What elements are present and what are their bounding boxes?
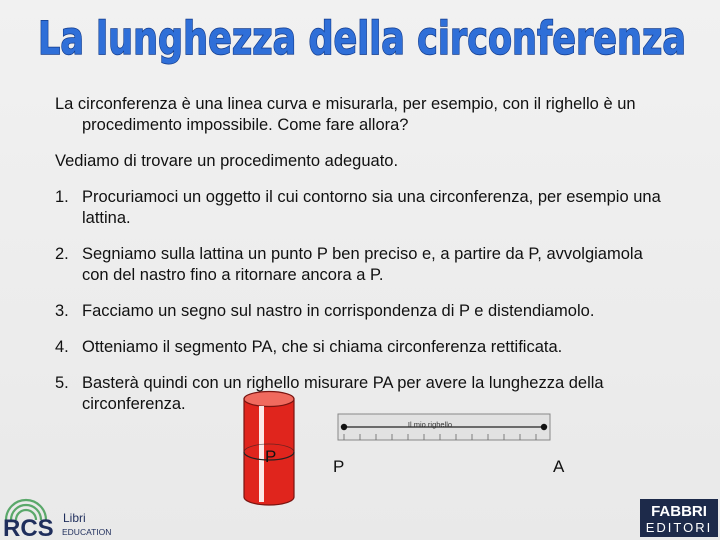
point-a-marker xyxy=(541,424,547,430)
can-top xyxy=(244,392,294,407)
steps-list xyxy=(55,187,670,415)
rcs-sub-libri: Libri xyxy=(63,511,86,525)
step-number: 4. xyxy=(55,338,69,356)
segment-end-label: A xyxy=(553,457,565,476)
list-item xyxy=(55,373,670,415)
fabbri-line2: EDITORI xyxy=(645,520,713,535)
slide-body xyxy=(55,94,670,430)
fabbri-line1: FABBRI xyxy=(651,503,707,520)
slide-title xyxy=(0,2,720,70)
intro-paragraph: La circonferenza è una linea curva e misurarla, per esempio, con il righello è un procedimento impossibile. Come fare allora? xyxy=(55,95,636,134)
can-highlight xyxy=(259,406,264,502)
list-item xyxy=(55,337,670,358)
lead-paragraph: Vediamo di trovare un procedimento adeguato. xyxy=(55,152,399,170)
list-item xyxy=(55,244,670,286)
rcs-main-text: RCS xyxy=(3,515,54,538)
can-illustration xyxy=(241,390,297,508)
step-text: Otteniamo il segmento PA, che si chiama circonferenza rettificata. xyxy=(82,338,563,356)
point-p-marker xyxy=(341,424,347,430)
step-text: Facciamo un segno sul nastro in corrispondenza di P e distendiamolo. xyxy=(82,302,595,320)
rcs-libri-logo xyxy=(2,494,117,538)
list-item xyxy=(55,187,670,229)
can-point-label: P xyxy=(265,447,277,466)
step-text: Procuriamoci un oggetto il cui contorno sia una circonferenza, per esempio una lattina. xyxy=(82,188,661,227)
step-number: 2. xyxy=(55,245,69,263)
rcs-sub-education: EDUCATION xyxy=(62,527,112,537)
segment-start-label: P xyxy=(333,457,345,476)
step-text: Segniamo sulla lattina un punto P ben preciso e, a partire da P, avvolgiamola con del nastro fino a ritornare ancora a P. xyxy=(82,245,643,284)
step-number: 1. xyxy=(55,188,69,206)
step-text: Basterà quindi con un righello misurare PA per avere la lunghezza della circonferenza. xyxy=(82,374,604,413)
step-number: 3. xyxy=(55,302,69,320)
ruler-label: Il mio righello xyxy=(407,420,453,429)
fabbri-editori-logo xyxy=(640,499,718,537)
ruler-illustration xyxy=(330,412,560,456)
step-number: 5. xyxy=(55,374,69,392)
slide-title-text: La lunghezza della circonferenza xyxy=(38,12,686,65)
list-item xyxy=(55,301,670,322)
